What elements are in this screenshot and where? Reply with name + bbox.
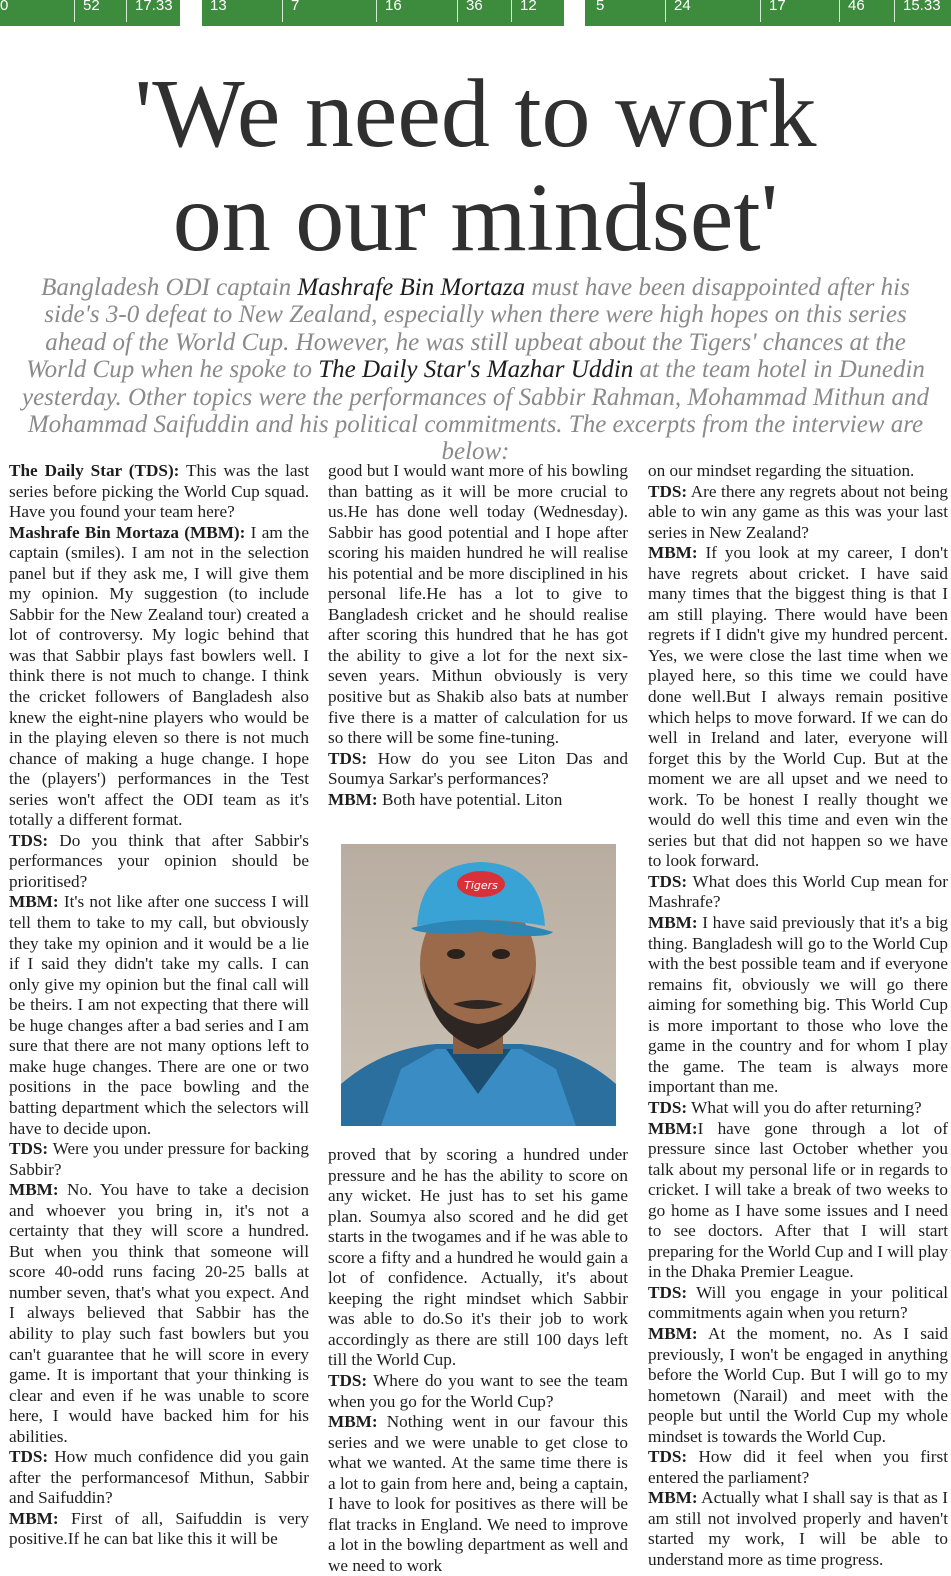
speaker-label: MBM: — [648, 543, 698, 563]
qa-paragraph — [648, 1098, 948, 1119]
speaker-label: TDS: — [328, 1371, 368, 1391]
paragraph-text: proved that by scoring a hundred under pressure and he has the ability to score on any wicket. He just has to set his game plan. Soumya also scored and he did get starts in the twogames and if he was able to score a fifty and a hundred he would gain a lot of confidence. Actually, it's about keeping the right mindset which Sabbir was able to do.So it's their job to work accordingly as there are still 100 days left till the World Cup. — [328, 1145, 628, 1370]
paragraph-text: good but I would want more of his bowling than batting as it will be more crucial to us.He has done well today (Wednesday). Sabbir has good potential and I hope after scoring his maiden hundred he will realise his potential and be more disciplined in his personal life.He has a lot to give to Bangladesh cricket and he should realise after scoring this hundred that he has got the ability to give a lot for the next six-seven years. Mithun obviously is very positive but as Shakib also bats at number five there is a matter of calculation for us so there will be some fine-tuning. — [328, 461, 628, 748]
qa-paragraph — [648, 482, 948, 544]
headline-line-2: on our mindset' — [172, 164, 779, 272]
standfirst-text: Bangladesh ODI captain — [41, 274, 298, 301]
qa-paragraph — [9, 1447, 309, 1509]
qa-paragraph — [328, 1371, 628, 1412]
qa-paragraph — [648, 1488, 948, 1570]
stat-cell: 13 — [210, 0, 227, 14]
paragraph-text: Where do you want to see the team when you go for the World Cup? — [328, 1371, 628, 1411]
standfirst-text: must have been disappointed after his side's 3-0 defeat to New Zealand, especially when there were high hopes on this series ahead of the World Cup. However, he was still upbeat about the Tigers' chances at the World Cup when he spoke to — [26, 274, 910, 384]
mashrafe-portrait-photo — [341, 844, 616, 1126]
stat-cell: 36 — [457, 0, 483, 22]
speaker-label: TDS: — [648, 481, 688, 501]
qa-paragraph — [328, 1145, 628, 1371]
stat-cell: 12 — [511, 0, 537, 22]
paragraph-text: It's not like after one success I will tell them to take to my call, but obviously they take my opinion and it would be a lie if I said they didn't take my calls. I can only give my opinion but the final call will be theirs. I am not expecting that there will be huge changes after a bad series and I am sure that there are not many options left to make huge changes. There are one or two positions in the pace bowling and the batting department which the selectors will have to decide upon. — [9, 892, 309, 1138]
qa-paragraph — [328, 461, 628, 749]
speaker-label: TDS: — [9, 1139, 49, 1159]
stat-cell: 52 — [74, 0, 100, 22]
article-headline — [0, 62, 951, 270]
paragraph-text: I am the captain (smiles). I am not in the selection panel but if they ask me, I will give them my opinion. My suggestion (to include Sabbir for the New Zealand tour) created a lot of controversy. My logic behind that was that Sabbir plays fast bowlers well. I think there is not much to change. I think the cricket followers of Bangladesh also knew the eight-nine players who would be in the playing eleven so there is not much chance of making a huge change. I hope the (players') performances in the Test series won't affect the ODI team as it's totally a different format. — [9, 522, 309, 830]
speaker-label: TDS: — [648, 1447, 688, 1467]
stat-cell: 46 — [839, 0, 865, 22]
qa-paragraph — [9, 523, 309, 831]
cap-logo-text: Tigers — [464, 879, 498, 892]
paragraph-text: Both have potential. Liton — [377, 789, 563, 809]
qa-paragraph — [328, 749, 628, 790]
speaker-label: MBM: — [9, 1180, 59, 1200]
qa-paragraph — [648, 1119, 948, 1283]
qa-paragraph — [9, 892, 309, 1139]
qa-paragraph — [9, 1139, 309, 1180]
qa-paragraph — [9, 461, 309, 523]
article-standfirst — [12, 274, 939, 466]
paragraph-text: This was the last series before picking the World Cup squad. Have you found your team here? — [9, 461, 310, 522]
paragraph-text: First of all, Saifuddin is very positive.If he can bat like this it will be — [9, 1508, 309, 1549]
qa-paragraph — [9, 1180, 309, 1447]
paragraph-text: What does this World Cup mean for Mashrafe? — [648, 871, 948, 912]
paragraph-text: Actually what I shall say is that as I am still not involved properly and haven't started my work, I will be able to understand more as time progress. — [648, 1488, 948, 1569]
paragraph-text: on our mindset regarding the situation. — [648, 461, 915, 480]
speaker-label: TDS: — [648, 871, 688, 891]
qa-paragraph — [648, 461, 948, 482]
stat-cell: 17 — [760, 0, 786, 22]
qa-paragraph — [648, 1283, 948, 1324]
speaker-label: MBM: — [328, 1412, 378, 1432]
qa-paragraph — [648, 872, 948, 913]
stat-cell: 7 — [282, 0, 299, 22]
stat-cell: 15.33 — [894, 0, 941, 22]
speaker-label: MBM: — [648, 913, 698, 933]
speaker-label: MBM: — [9, 892, 59, 912]
paragraph-text: What will you do after returning? — [687, 1097, 922, 1117]
paragraph-text: At the moment, no. As I said previously, I won't be engaged in anything before the World Cup. But I will go to my hometown (Narail) and meet with the people but until the World Cup my whole mindset is towards the World Cup. — [648, 1323, 948, 1446]
stat-cell: 5 — [596, 0, 605, 14]
paragraph-text: Nothing went in our favour this series and we were unable to get close to what we wanted. At the same time there is a lot to gain from here and, being a captain, I have to look for positives as there will be flat tracks in England. We need to improve a lot in the bowling department as well and we need to work — [328, 1412, 628, 1575]
speaker-label: The Daily Star (TDS): — [9, 461, 180, 480]
paragraph-text: Were you under pressure for backing Sabbir? — [9, 1139, 309, 1179]
qa-paragraph — [9, 831, 309, 893]
stat-cell: 17.33 — [126, 0, 173, 22]
stats-bar-right — [585, 0, 951, 26]
paragraph-text: I have said previously that it's a big thing. Bangladesh will go to the World Cup with the best possible team and if everyone remains fit, obviously we will go there aiming for something big. This World Cup is more important to those who love the game in the country and for whom I play the game. The team is always more important than me. — [648, 913, 948, 1097]
paragraph-text: If you look at my career, I don't have regrets about cricket. I have said many times that the biggest thing is that I am still playing. There would have been regrets if I didn't give my hundred percent. Yes, we were close the last time when we played here, so this time we could have done well.But I always remain positive which helps to move forward. If we can do well in Ireland and later, everyone will forget this by the World Cup. But at the moment we are all upset and we need to work. To be honest I really thought we would do well this time and even win the series but that did not happen so we have to look forward. — [648, 543, 948, 871]
standfirst-reporter-name: The Daily Star's Mazhar Uddin — [318, 356, 634, 384]
speaker-label: MBM: — [328, 789, 378, 809]
paragraph-text: Will you engage in your political commitments again when you return? — [648, 1282, 948, 1323]
paragraph-text: Are there any regrets about not being able to win any game as this was your last series in New Zealand? — [648, 481, 948, 542]
qa-paragraph — [648, 1447, 948, 1488]
speaker-label: TDS: — [328, 748, 368, 768]
paragraph-text: No. You have to take a decision and whoever you bring in, it's not a certainty that they will score a hundred. But when you think that someone will score 40-odd runs facing 20-25 balls at number seven, that's what you expect. And I always believed that Sabbir has the ability to play such fast bowlers but you can't guarantee that he will score in every game. It is important that your thinking is clear and even if he was unable to score here, I would have backed him for his abilities. — [9, 1180, 309, 1446]
paragraph-text: How did it feel when you first entered the parliament? — [648, 1447, 948, 1487]
speaker-label: MBM: — [648, 1323, 698, 1343]
qa-paragraph — [648, 543, 948, 872]
speaker-label: Mashrafe Bin Mortaza (MBM): — [9, 522, 246, 542]
stat-cell: 24 — [665, 0, 691, 22]
speaker-label: TDS: — [9, 1447, 49, 1467]
headline-line-1: 'We need to work — [134, 60, 817, 168]
body-column-1 — [9, 461, 309, 1550]
stat-cell: 0 — [0, 0, 9, 14]
qa-paragraph — [648, 913, 948, 1098]
body-column-2-bottom — [328, 1145, 628, 1576]
qa-paragraph — [328, 1412, 628, 1576]
paragraph-text: How do you see Liton Das and Soumya Sarkar's performances? — [328, 748, 628, 789]
qa-paragraph — [648, 1324, 948, 1447]
speaker-label: MBM: — [648, 1118, 698, 1138]
qa-paragraph — [9, 1509, 309, 1550]
speaker-label: MBM: — [648, 1488, 698, 1508]
speaker-label: TDS: — [648, 1282, 688, 1302]
stats-bar-middle — [202, 0, 564, 26]
stats-bar-left — [0, 0, 180, 26]
portrait-illustration — [341, 844, 616, 1126]
paragraph-text: Do you think that after Sabbir's performances your opinion should be prioritised? — [9, 830, 309, 891]
paragraph-text: How much confidence did you gain after the performancesof Mithun, Sabbir and Saifuddin? — [9, 1447, 309, 1508]
stat-cell: 16 — [376, 0, 402, 22]
speaker-label: TDS: — [9, 830, 49, 850]
standfirst-captain-name: Mashrafe Bin Mortaza — [297, 274, 526, 301]
body-column-2-top — [328, 461, 628, 810]
qa-paragraph — [328, 790, 628, 811]
speaker-label: TDS: — [648, 1097, 688, 1117]
body-column-3 — [648, 461, 948, 1571]
paragraph-text: I have gone through a lot of pressure since last October whether you talk about my personal life or in regards to cricket. I will take a break of two weeks to go home as I have some issues and I need to see doctors. After that I will start preparing for the World Cup and I will play in the Dhaka Premier League. — [648, 1118, 948, 1282]
standfirst-text: at the team hotel in Dunedin yesterday. Other topics were the performances of Sabbir Rahman, Mohammad Mithun and Mohammad Saifuddin and his political commitments. The excerpts from the interview are below: — [21, 356, 930, 466]
speaker-label: MBM: — [9, 1508, 59, 1528]
